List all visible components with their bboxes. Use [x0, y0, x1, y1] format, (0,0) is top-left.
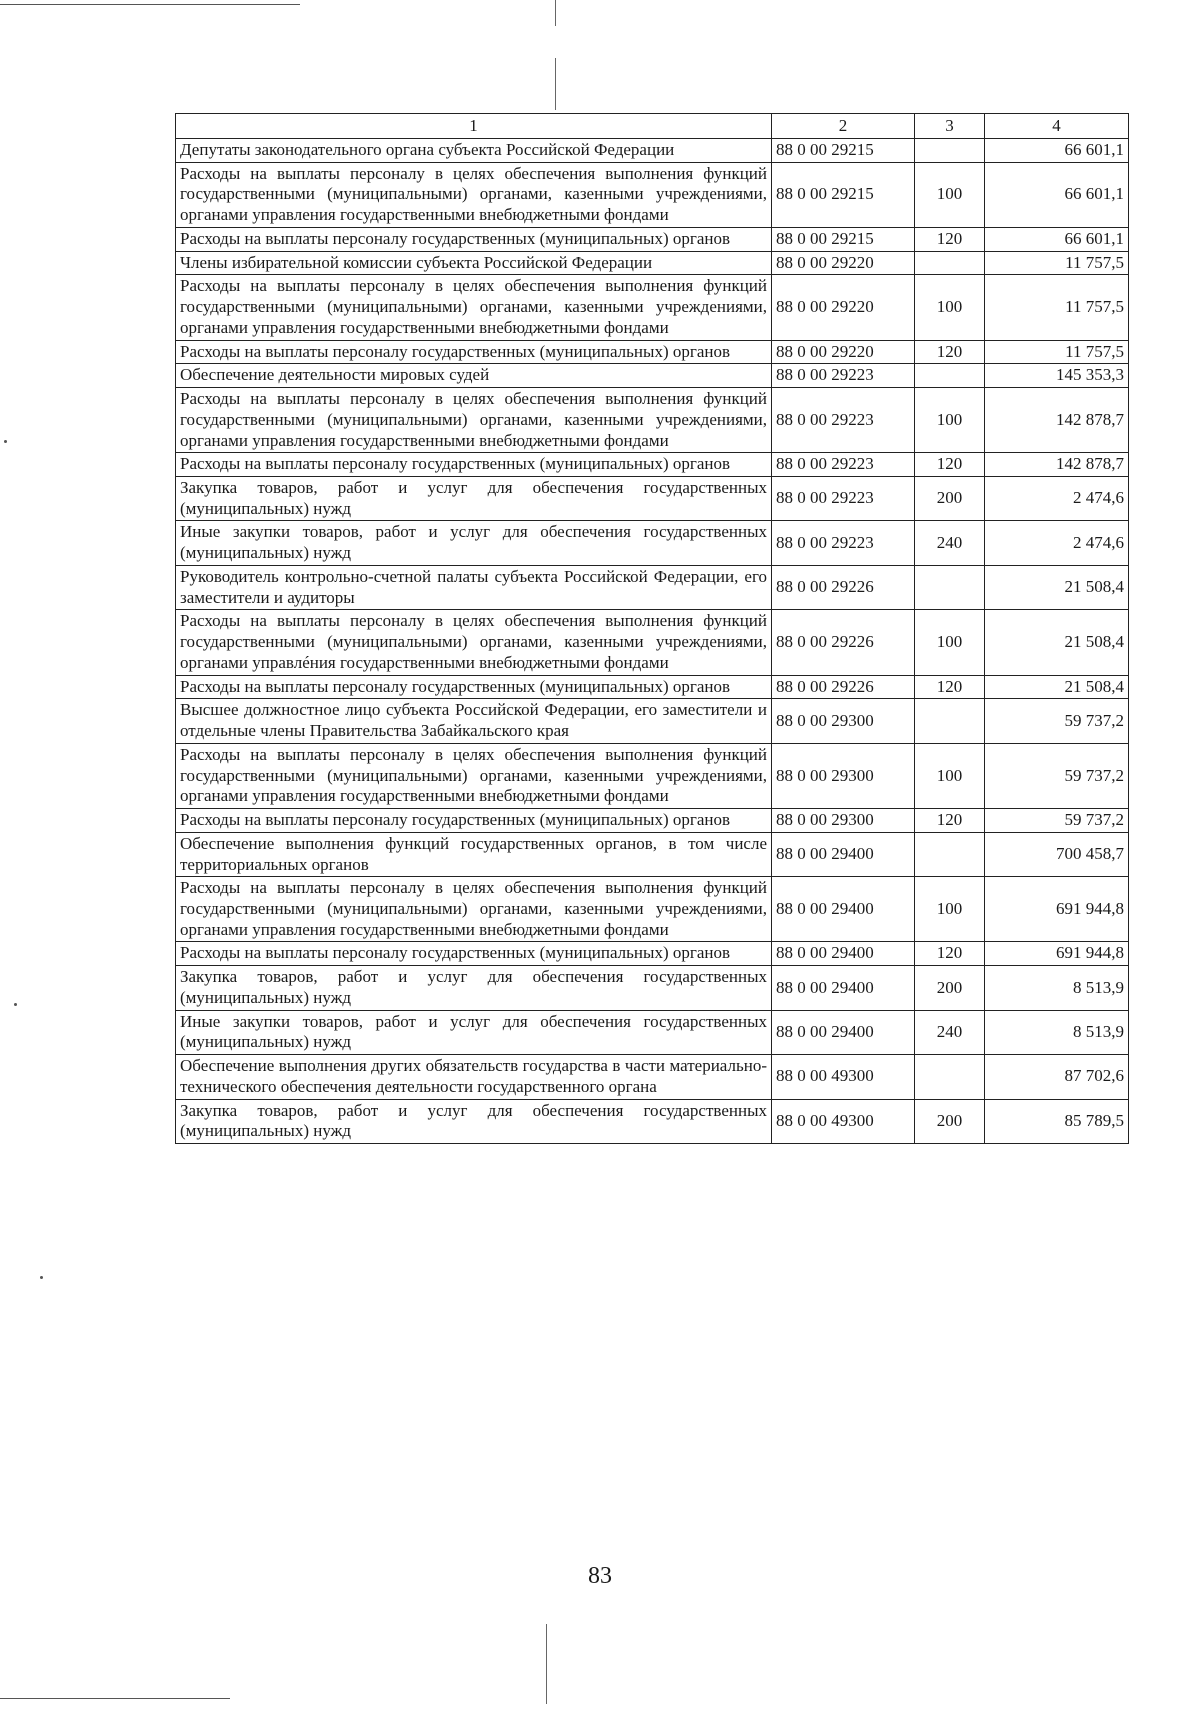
table-row: [176, 388, 1129, 453]
scan-artifact-tick: [546, 1624, 547, 1704]
column-header: 3: [915, 114, 985, 139]
row-name-cell: Расходы на выплаты персоналу государственных (муниципальных) органов: [176, 675, 772, 699]
row-name-cell: Члены избирательной комиссии субъекта Российской Федерации: [176, 251, 772, 275]
row-expense-type-cell: 200: [915, 477, 985, 521]
table-row: [176, 340, 1129, 364]
row-name-cell: Закупка товаров, работ и услуг для обеспечения государственных (муниципальных) нужд: [176, 966, 772, 1010]
row-amount-cell: 2 474,6: [985, 477, 1129, 521]
row-expense-type-cell: [915, 364, 985, 388]
table-row: [176, 1010, 1129, 1054]
row-name-cell: Обеспечение выполнения функций государственных органов, в том числе территориальных органов: [176, 832, 772, 876]
row-expense-type-cell: [915, 1055, 985, 1099]
row-expense-type-cell: [915, 699, 985, 743]
table-row: [176, 275, 1129, 340]
table-row: [176, 453, 1129, 477]
scan-artifact-tick: [555, 0, 556, 26]
row-amount-cell: 11 757,5: [985, 251, 1129, 275]
row-code-cell: 88 0 00 29226: [772, 610, 915, 675]
table-row: [176, 966, 1129, 1010]
scan-artifact-dot: [14, 1003, 17, 1006]
row-amount-cell: 8 513,9: [985, 966, 1129, 1010]
row-amount-cell: 691 944,8: [985, 942, 1129, 966]
row-name-cell: Обеспечение деятельности мировых судей: [176, 364, 772, 388]
row-expense-type-cell: 120: [915, 453, 985, 477]
row-amount-cell: 66 601,1: [985, 227, 1129, 251]
row-amount-cell: 700 458,7: [985, 832, 1129, 876]
row-code-cell: 88 0 00 29223: [772, 477, 915, 521]
row-name-cell: Расходы на выплаты персоналу государственных (муниципальных) органов: [176, 809, 772, 833]
row-code-cell: 88 0 00 29300: [772, 699, 915, 743]
row-expense-type-cell: 100: [915, 877, 985, 942]
row-amount-cell: 59 737,2: [985, 699, 1129, 743]
row-expense-type-cell: 240: [915, 521, 985, 565]
row-code-cell: 88 0 00 29400: [772, 832, 915, 876]
row-code-cell: 88 0 00 29400: [772, 877, 915, 942]
table-row: [176, 139, 1129, 163]
table-row: [176, 743, 1129, 808]
row-code-cell: 88 0 00 29215: [772, 139, 915, 163]
table-row: [176, 227, 1129, 251]
row-expense-type-cell: 240: [915, 1010, 985, 1054]
row-expense-type-cell: 120: [915, 675, 985, 699]
table-row: [176, 565, 1129, 609]
row-name-cell: Расходы на выплаты персоналу в целях обеспечения выполнения функций государственными (муниципальными) органами, казенными учреждениями, органами управления государственными внебюджетными фондами: [176, 877, 772, 942]
row-amount-cell: 145 353,3: [985, 364, 1129, 388]
row-name-cell: Расходы на выплаты персоналу государственных (муниципальных) органов: [176, 453, 772, 477]
column-header: 1: [176, 114, 772, 139]
row-amount-cell: 59 737,2: [985, 743, 1129, 808]
row-name-cell: Руководитель контрольно-счетной палаты субъекта Российской Федерации, его заместители и аудиторы: [176, 565, 772, 609]
row-code-cell: 88 0 00 29223: [772, 453, 915, 477]
row-amount-cell: 21 508,4: [985, 565, 1129, 609]
row-amount-cell: 11 757,5: [985, 340, 1129, 364]
row-code-cell: 88 0 00 29300: [772, 743, 915, 808]
row-name-cell: Расходы на выплаты персоналу в целях обеспечения выполнения функций государственными (муниципальными) органами, казенными учреждениями, органами управления государственными внебюджетными фондами: [176, 162, 772, 227]
row-code-cell: 88 0 00 29223: [772, 521, 915, 565]
row-expense-type-cell: 100: [915, 275, 985, 340]
table-row: [176, 877, 1129, 942]
row-code-cell: 88 0 00 29215: [772, 162, 915, 227]
scan-edge-line-top: [0, 4, 300, 5]
row-expense-type-cell: 120: [915, 227, 985, 251]
row-amount-cell: 87 702,6: [985, 1055, 1129, 1099]
row-name-cell: Иные закупки товаров, работ и услуг для обеспечения государственных (муниципальных) нужд: [176, 521, 772, 565]
row-amount-cell: 8 513,9: [985, 1010, 1129, 1054]
row-code-cell: 88 0 00 29215: [772, 227, 915, 251]
row-name-cell: Расходы на выплаты персоналу в целях обеспечения выполнения функций государственными (муниципальными) органами, казенными учреждениями, органами управления государственными внебюджетными фондами: [176, 743, 772, 808]
row-expense-type-cell: 200: [915, 1099, 985, 1143]
row-expense-type-cell: 200: [915, 966, 985, 1010]
table-body: [176, 139, 1129, 1144]
table-row: [176, 610, 1129, 675]
row-amount-cell: 142 878,7: [985, 453, 1129, 477]
table-row: [176, 1055, 1129, 1099]
table-row: [176, 1099, 1129, 1143]
row-code-cell: 88 0 00 29400: [772, 966, 915, 1010]
row-amount-cell: 11 757,5: [985, 275, 1129, 340]
row-code-cell: 88 0 00 29220: [772, 340, 915, 364]
row-code-cell: 88 0 00 49300: [772, 1055, 915, 1099]
row-expense-type-cell: 120: [915, 942, 985, 966]
row-amount-cell: 21 508,4: [985, 675, 1129, 699]
scan-artifact-tick: [555, 58, 556, 110]
row-amount-cell: 66 601,1: [985, 139, 1129, 163]
page-number: 83: [588, 1563, 612, 1589]
column-header: 4: [985, 114, 1129, 139]
table-header-row: [176, 114, 1129, 139]
row-expense-type-cell: 120: [915, 809, 985, 833]
row-name-cell: Расходы на выплаты персоналу государственных (муниципальных) органов: [176, 340, 772, 364]
row-name-cell: Закупка товаров, работ и услуг для обеспечения государственных (муниципальных) нужд: [176, 1099, 772, 1143]
row-code-cell: 88 0 00 29220: [772, 251, 915, 275]
row-amount-cell: 2 474,6: [985, 521, 1129, 565]
row-code-cell: 88 0 00 29220: [772, 275, 915, 340]
table-row: [176, 477, 1129, 521]
row-expense-type-cell: [915, 251, 985, 275]
row-name-cell: Расходы на выплаты персоналу в целях обеспечения выполнения функций государственными (муниципальными) органами, казенными учреждениями, органами управления государственными внебюджетными фондами: [176, 275, 772, 340]
row-code-cell: 88 0 00 29226: [772, 565, 915, 609]
row-expense-type-cell: 100: [915, 162, 985, 227]
table-row: [176, 162, 1129, 227]
table-row: [176, 364, 1129, 388]
table-row: [176, 699, 1129, 743]
row-expense-type-cell: 100: [915, 610, 985, 675]
row-code-cell: 88 0 00 29400: [772, 1010, 915, 1054]
table-row: [176, 675, 1129, 699]
scan-artifact-dot: [4, 440, 7, 443]
table-header: [176, 114, 1129, 139]
row-amount-cell: 59 737,2: [985, 809, 1129, 833]
budget-table: [175, 113, 1129, 1144]
row-expense-type-cell: [915, 832, 985, 876]
row-name-cell: Иные закупки товаров, работ и услуг для обеспечения государственных (муниципальных) нужд: [176, 1010, 772, 1054]
row-name-cell: Расходы на выплаты персоналу государственных (муниципальных) органов: [176, 227, 772, 251]
row-code-cell: 88 0 00 29223: [772, 364, 915, 388]
row-amount-cell: 21 508,4: [985, 610, 1129, 675]
row-code-cell: 88 0 00 29226: [772, 675, 915, 699]
row-expense-type-cell: [915, 565, 985, 609]
row-amount-cell: 691 944,8: [985, 877, 1129, 942]
row-code-cell: 88 0 00 29300: [772, 809, 915, 833]
table-row: [176, 809, 1129, 833]
row-name-cell: Депутаты законодательного органа субъекта Российской Федерации: [176, 139, 772, 163]
row-name-cell: Расходы на выплаты персоналу государственных (муниципальных) органов: [176, 942, 772, 966]
row-name-cell: Высшее должностное лицо субъекта Российской Федерации, его заместители и отдельные члены Правительства Забайкальского края: [176, 699, 772, 743]
row-code-cell: 88 0 00 49300: [772, 1099, 915, 1143]
row-expense-type-cell: [915, 139, 985, 163]
column-header: 2: [772, 114, 915, 139]
table-row: [176, 942, 1129, 966]
table-row: [176, 832, 1129, 876]
row-name-cell: Расходы на выплаты персоналу в целях обеспечения выполнения функций государственными (муниципальными) органами, казенными учреждениями, органами управлéния государственными внебюджетными фондами: [176, 610, 772, 675]
row-expense-type-cell: 100: [915, 743, 985, 808]
row-amount-cell: 142 878,7: [985, 388, 1129, 453]
row-code-cell: 88 0 00 29223: [772, 388, 915, 453]
row-amount-cell: 66 601,1: [985, 162, 1129, 227]
table-row: [176, 521, 1129, 565]
row-amount-cell: 85 789,5: [985, 1099, 1129, 1143]
row-expense-type-cell: 100: [915, 388, 985, 453]
row-code-cell: 88 0 00 29400: [772, 942, 915, 966]
row-name-cell: Обеспечение выполнения других обязательств государства в части материально-технического обеспечения деятельности государственного органа: [176, 1055, 772, 1099]
row-name-cell: Расходы на выплаты персоналу в целях обеспечения выполнения функций государственными (муниципальными) органами, казенными учреждениями, органами управления государственными внебюджетными фондами: [176, 388, 772, 453]
row-name-cell: Закупка товаров, работ и услуг для обеспечения государственных (муниципальных) нужд: [176, 477, 772, 521]
table-row: [176, 251, 1129, 275]
scan-artifact-dot: [40, 1276, 43, 1279]
scan-edge-line-bottom: [0, 1698, 230, 1699]
row-expense-type-cell: 120: [915, 340, 985, 364]
